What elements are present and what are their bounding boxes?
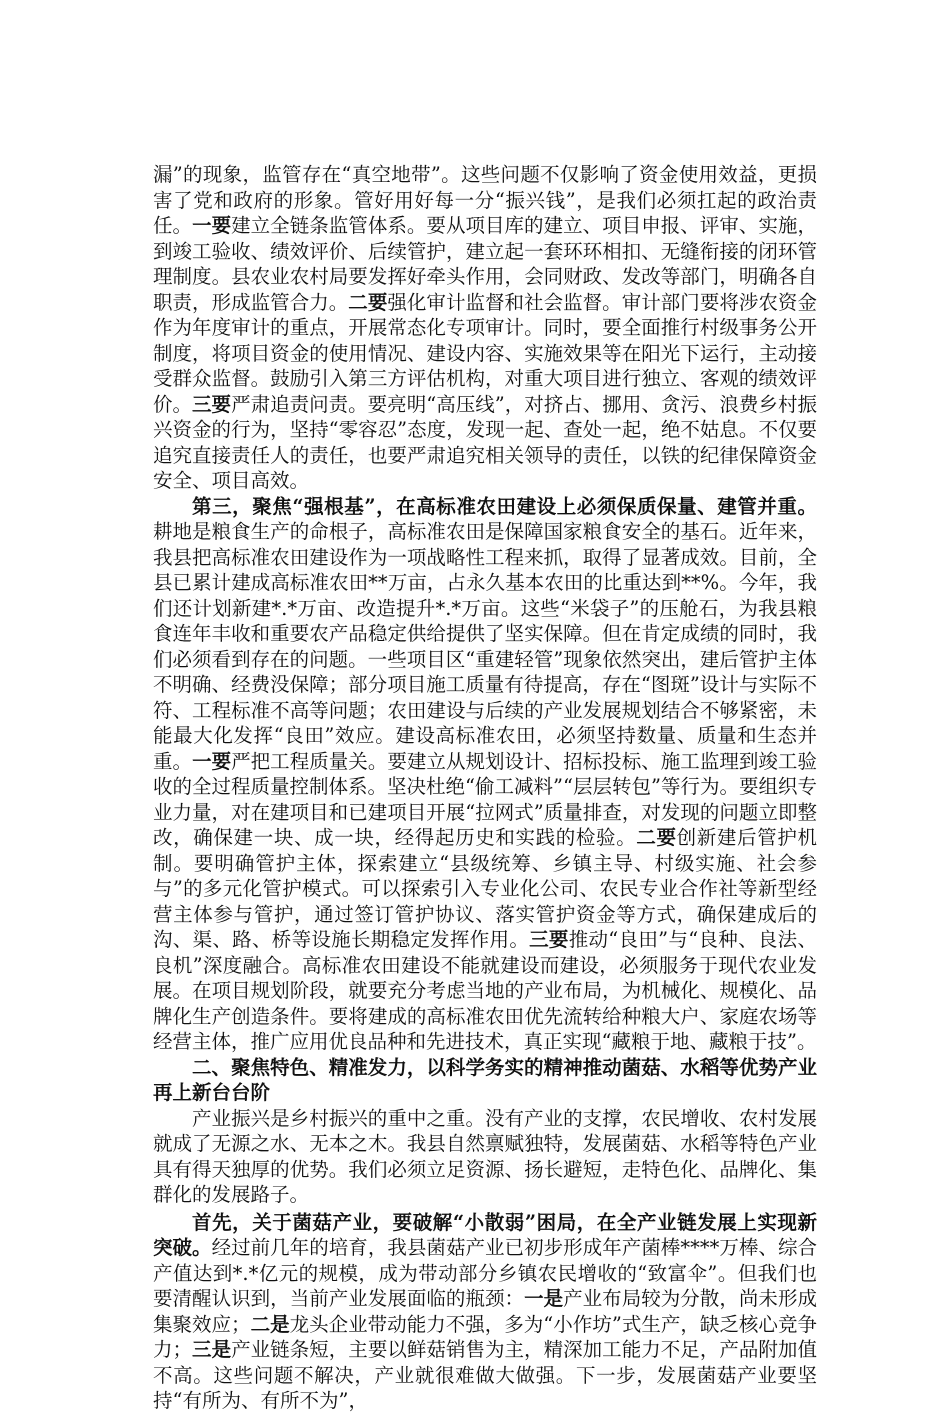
bold-run: 二要 — [348, 290, 388, 314]
bold-run: 二是 — [250, 1312, 290, 1336]
text-run: 建立全链条监管体系。要从项目库的建立、项目申报、评审、实施，到竣工验收、绩效评价、后续管护，建立起一套环环相扣、无缝衔接的闭环管理制度。县农业农村局要发挥好牵头作用，会同财政、发改等部门，明确各自职责，形成监管合力。 — [153, 214, 817, 314]
text-run: 龙头企业带动能力不强，多为“小作坊”式生产，缺乏核心竞争力； — [153, 1312, 817, 1361]
bold-run: 三是 — [192, 1338, 232, 1361]
text-run: 创新建后管护机制。要明确管护主体，探索建立“县级统筹、乡镇主导、村级实施、社会参与”的多元化管护模式。可以探索引入专业化公司、农民专业合作社等新型经营主体参与管护，通过签订管护协议、落实管护资金等方式，确保建成后的沟、渠、路、桥等设施长期稳定发挥作用。 — [153, 826, 817, 951]
bold-run: 一要 — [192, 749, 232, 773]
bold-run: 三要 — [529, 928, 569, 951]
bold-run: 一要 — [192, 214, 232, 237]
text-run: 强化审计监督和社会监督。审计部门要将涉农资金作为年度审计的重点，开展常态化专项审计。同时，要全面推行村级事务公开制度，将项目资金的使用情况、建设内容、实施效果等在阳光下运行，主动接受群众监督。鼓励引入第三方评估机构，对重大项目进行独立、客观的绩效评价。 — [153, 290, 817, 416]
bold-run: 二要 — [636, 826, 677, 849]
section-lead: 首先，关于菌菇产业，要破解“小散弱”困局，在全产业链发展上实现新突破。 — [153, 1210, 817, 1259]
paragraph-supervision — [153, 162, 817, 494]
text-run: 严肃追责问责。要亮明“高压线”，对挤占、挪用、贪污、浪费乡村振兴资金的行为，坚持“零容忍”态度，发现一起、查处一起，绝不姑息。不仅要追究直接责任人的责任，也要严肃追究相关领导的责任，以铁的纪律保障资金安全、项目高效。 — [153, 392, 817, 492]
text-run: 耕地是粮食生产的命根子，高标准农田是保障国家粮食安全的基石。近年来，我县把高标准农田建设作为一项战略性工程来抓，取得了显著成效。目前，全县已累计建成高标准农田**万亩，占永久基本农田的比重达到**%。今年，我们还计划新建*.*万亩、改造提升*.*万亩。这些“米袋子”的压舱石，为我县粮食连年丰收和重要农产品稳定供给提供了坚实保障。但在肯定成绩的同时，我们必须看到存在的问题。一些项目区“重建轻管”现象依然突出，建后管护主体不明确、经费没保障；部分项目施工质量有待提高，存在“图斑”设计与实际不符、工程标准不高等问题；农田建设与后续的产业发展规划结合不够紧密，未能最大化发挥“良田”效应。建设高标准农田，必须坚持数量、质量和生态并重。 — [153, 520, 817, 773]
bold-run: 一是 — [524, 1287, 564, 1310]
section-heading-industry — [153, 1055, 817, 1106]
paragraph-farmland — [153, 494, 817, 1055]
paragraph-mushroom — [153, 1210, 817, 1414]
document-page — [153, 162, 817, 1414]
paragraph-industry-intro — [153, 1106, 817, 1208]
text-run: 产业振兴是乡村振兴的重中之重。没有产业的支撑，农民增收、农村发展就成了无源之水、无本之木。我县自然禀赋独特，发展菌菇、水稻等特色产业具有得天独厚的优势。我们必须立足资源、扬长避短，走特色化、品牌化、集群化的发展路子。 — [153, 1106, 817, 1206]
text-run: 严把工程质量关。要建立从规划设计、招标投标、施工监理到竣工验收的全过程质量控制体系。坚决杜绝“偷工减料”“层层转包”等行为。要组织专业力量，对在建项目和已建项目开展“拉网式”质量排查，对发现的问题立即整改，确保建一块、成一块，经得起历史和实践的检验。 — [153, 749, 817, 849]
heading-text: 二、聚焦特色、精准发力，以科学务实的精神推动菌菇、水稻等优势产业再上新台台阶 — [153, 1055, 817, 1104]
text-run: 经过前几年的培育，我县菌菇产业已初步形成年产菌棒****万棒、综合产值达到*.*亿元的规模，成为带动部分乡镇农民增收的“致富伞”。但我们也要清醒认识到，当前产业发展面临的瓶颈： — [153, 1236, 817, 1310]
text-run: 漏”的现象，监管存在“真空地带”。这些问题不仅影响了资金使用效益，更损害了党和政府的形象。管好用好每一分“振兴钱”，是我们必须扛起的政治责任。 — [153, 163, 817, 237]
text-run: 产业链条短，主要以鲜菇销售为主，精深加工能力不足，产品附加值不高。这些问题不解决，产业就很难做大做强。下一步，发展菌菇产业要坚持“有所为、有所不为”， — [153, 1338, 817, 1412]
bold-run: 三要 — [192, 392, 232, 416]
text-run: 产业布局较为分散，尚未形成集聚效应； — [153, 1287, 817, 1336]
section-lead: 第三，聚焦“强根基”，在高标准农田建设上必须保质保量、建管并重。 — [192, 494, 817, 518]
text-run: 推动“良田”与“良种、良法、良机”深度融合。高标准农田建设不能就建设而建设，必须服务于现代农业发展。在项目规划阶段，就要充分考虑当地的产业布局，为机械化、规模化、品牌化生产创造条件。要将建成的高标准农田优先流转给种粮大户、家庭农场等经营主体，推广应用优良品种和先进技术，真正实现“藏粮于地、藏粮于技”。 — [153, 928, 817, 1053]
